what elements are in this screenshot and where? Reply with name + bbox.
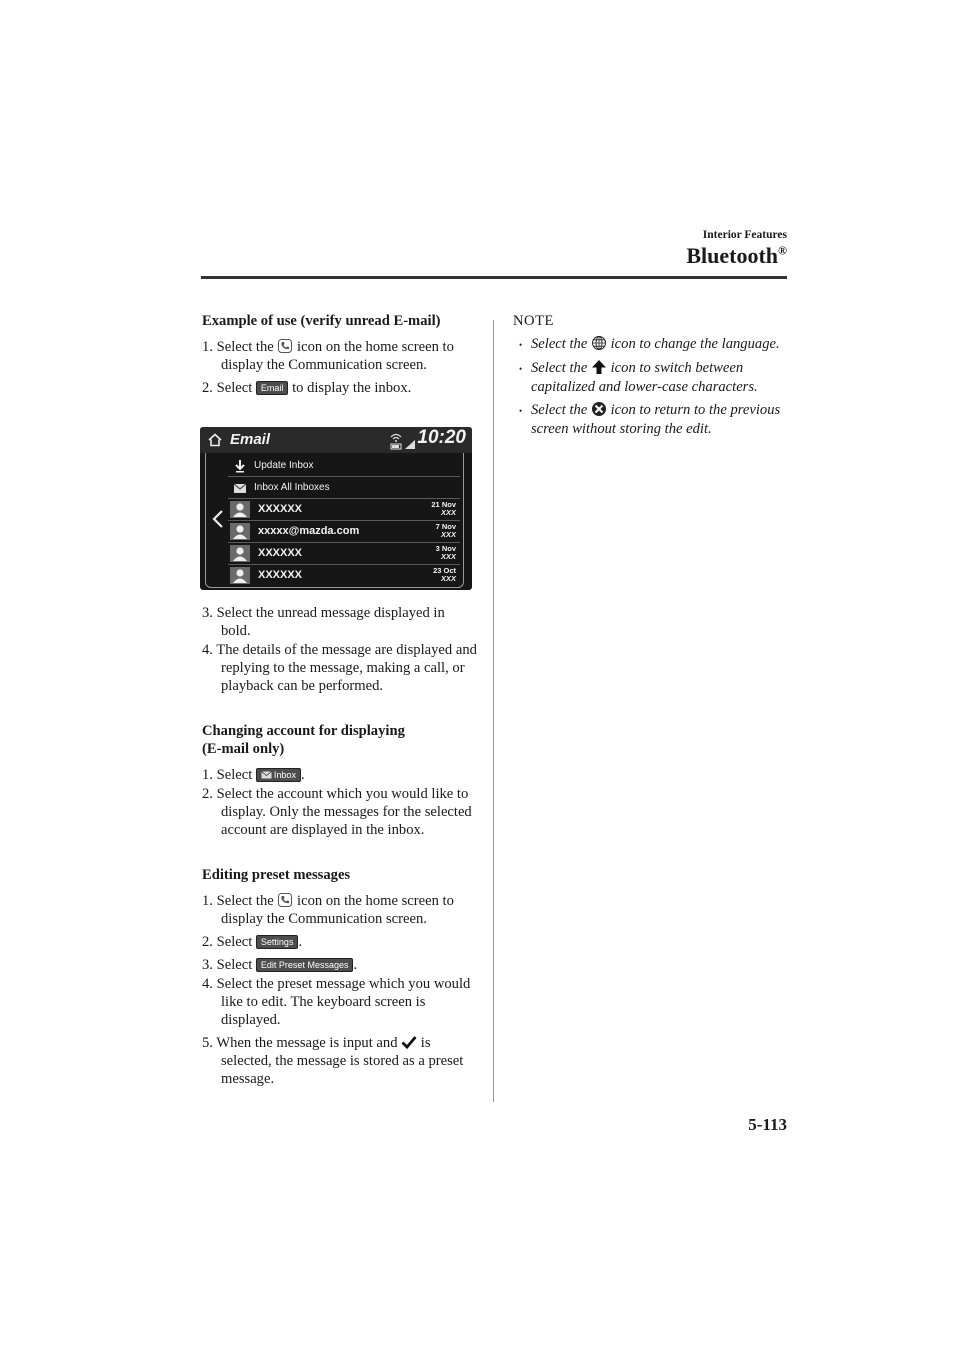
cancel-x-icon — [591, 401, 607, 417]
contact-avatar-icon — [230, 501, 250, 518]
step-item — [202, 1034, 477, 1088]
step-item — [202, 766, 477, 784]
steps-changing-account — [202, 766, 477, 839]
step-item — [202, 604, 477, 640]
email-inbox-screen — [200, 427, 472, 590]
checkmark-icon — [401, 1034, 417, 1050]
back-arrow-icon[interactable] — [211, 509, 225, 529]
phone-icon — [277, 892, 293, 908]
step-text: to display the inbox. — [288, 380, 412, 396]
step-text: . — [300, 767, 305, 783]
message-sender: xxxxx@mazda.com — [258, 525, 360, 537]
step-text: Select — [216, 767, 256, 783]
row-label: Inbox All Inboxes — [254, 482, 330, 493]
step-item — [202, 975, 477, 1029]
note-list — [513, 335, 788, 438]
screen-clock: 10:20 — [417, 427, 466, 448]
date-sub: XXX — [440, 574, 456, 583]
inbox-panel — [205, 453, 464, 588]
step-number: 1. — [202, 767, 213, 783]
step-text: When the message is input and — [216, 1035, 402, 1051]
signal-status-icon — [387, 431, 417, 451]
page-title-text: Bluetooth — [686, 243, 779, 268]
right-column — [513, 312, 788, 443]
inbox-button[interactable] — [256, 768, 301, 782]
download-icon — [232, 458, 248, 474]
note-text: Select the — [531, 402, 591, 418]
date-sub: XXX — [440, 530, 456, 539]
step-text: Select the — [216, 893, 278, 909]
step-text: icon on the home screen to display the Communication screen. — [221, 893, 454, 927]
inbox-list — [228, 455, 460, 586]
step-text: Select — [216, 934, 256, 950]
section-header: Interior Features — [702, 229, 787, 241]
step-text: . — [298, 934, 303, 950]
date-text: 21 Nov — [431, 500, 456, 509]
step-number: 5. — [202, 1035, 213, 1051]
message-date — [431, 501, 456, 517]
header-rule — [201, 276, 787, 279]
date-text: 7 Nov — [435, 522, 456, 531]
message-sender: XXXXXX — [258, 547, 303, 559]
note-text: icon to switch between capitalized and lower-case characters. — [531, 360, 758, 395]
note-text: icon to change the language. — [606, 336, 780, 352]
step-text: The details of the message are displayed and replying to the message, making a call, or playback can be performed. — [216, 642, 477, 694]
message-date — [433, 567, 456, 583]
step-text: . — [353, 957, 358, 973]
step-text: Select — [216, 957, 256, 973]
step-number: 2. — [202, 380, 213, 396]
message-row[interactable] — [228, 499, 460, 521]
steps-editing-preset — [202, 892, 477, 1088]
heading-changing-account — [202, 722, 477, 758]
step-text: Select the preset message which you would like to edit. The keyboard screen is displayed. — [216, 976, 471, 1028]
step-item — [202, 892, 477, 928]
note-item — [513, 359, 788, 396]
message-date — [436, 523, 456, 539]
contact-avatar-icon — [230, 523, 250, 540]
step-item — [202, 785, 477, 839]
step-number: 2. — [202, 934, 213, 950]
page-title — [686, 243, 787, 269]
note-item — [513, 335, 788, 354]
message-sender: XXXXXX — [258, 569, 303, 581]
inbox-all-row[interactable] — [228, 477, 460, 499]
column-divider — [493, 320, 494, 1102]
shift-arrow-icon — [591, 359, 607, 375]
step-text: Select the account which you would like to display. Only the messages for the selected account are displayed in the inbox. — [216, 786, 472, 838]
step-number: 4. — [202, 976, 213, 992]
steps-verify-email — [202, 338, 477, 397]
step-number: 1. — [202, 893, 213, 909]
spacer — [202, 844, 477, 866]
step-number: 3. — [202, 957, 213, 973]
step-number: 1. — [202, 339, 213, 355]
email-button[interactable]: Email — [256, 381, 289, 395]
envelope-icon — [232, 480, 248, 496]
message-row[interactable] — [228, 521, 460, 543]
step-number: 2. — [202, 786, 213, 802]
settings-button[interactable]: Settings — [256, 935, 299, 949]
edit-preset-messages-button[interactable]: Edit Preset Messages — [256, 958, 354, 972]
heading-line: Changing account for displaying — [202, 723, 405, 739]
message-row[interactable] — [228, 543, 460, 565]
globe-icon — [591, 335, 607, 351]
left-column — [202, 312, 477, 1093]
date-text: 23 Oct — [433, 566, 456, 575]
step-text: Select the unread message displayed in bold. — [216, 605, 445, 639]
home-icon[interactable] — [208, 433, 222, 447]
step-text: icon on the home screen to display the Communication screen. — [221, 339, 454, 373]
date-sub: XXX — [440, 552, 456, 561]
step-number: 3. — [202, 605, 213, 621]
spacer — [202, 700, 477, 722]
note-item — [513, 401, 788, 438]
step-item — [202, 338, 477, 374]
note-text: icon to return to the previous screen without storing the edit. — [531, 402, 781, 437]
step-item — [202, 933, 477, 951]
note-title: NOTE — [513, 313, 554, 329]
step-text: Select — [216, 380, 256, 396]
contact-avatar-icon — [230, 545, 250, 562]
message-date — [436, 545, 456, 561]
screen-top-bar — [200, 427, 472, 453]
heading-verify-email: Example of use (verify unread E-mail) — [202, 313, 441, 329]
message-row[interactable] — [228, 565, 460, 586]
note-text: Select the — [531, 336, 591, 352]
date-text: 3 Nov — [435, 544, 456, 553]
heading-line: (E-mail only) — [202, 741, 285, 757]
page-number: 5-113 — [748, 1115, 787, 1134]
step-item — [202, 956, 477, 974]
heading-editing-preset: Editing preset messages — [202, 867, 351, 883]
row-label: Update Inbox — [254, 460, 314, 471]
message-sender: XXXXXX — [258, 503, 303, 515]
step-item — [202, 379, 477, 397]
envelope-icon — [261, 771, 272, 779]
phone-icon — [277, 338, 293, 354]
chip-label: Inbox — [273, 770, 296, 780]
screen-title: Email — [230, 431, 271, 448]
note-text: Select the — [531, 360, 591, 376]
steps-verify-email-cont — [202, 604, 477, 695]
step-text: Select the — [216, 339, 278, 355]
step-number: 4. — [202, 642, 213, 658]
step-item — [202, 641, 477, 695]
update-inbox-row[interactable] — [228, 455, 460, 477]
step-text: is selected, the message is stored as a preset message. — [221, 1035, 464, 1087]
date-sub: XXX — [440, 508, 456, 517]
registered-mark: ® — [778, 243, 787, 258]
contact-avatar-icon — [230, 567, 250, 584]
